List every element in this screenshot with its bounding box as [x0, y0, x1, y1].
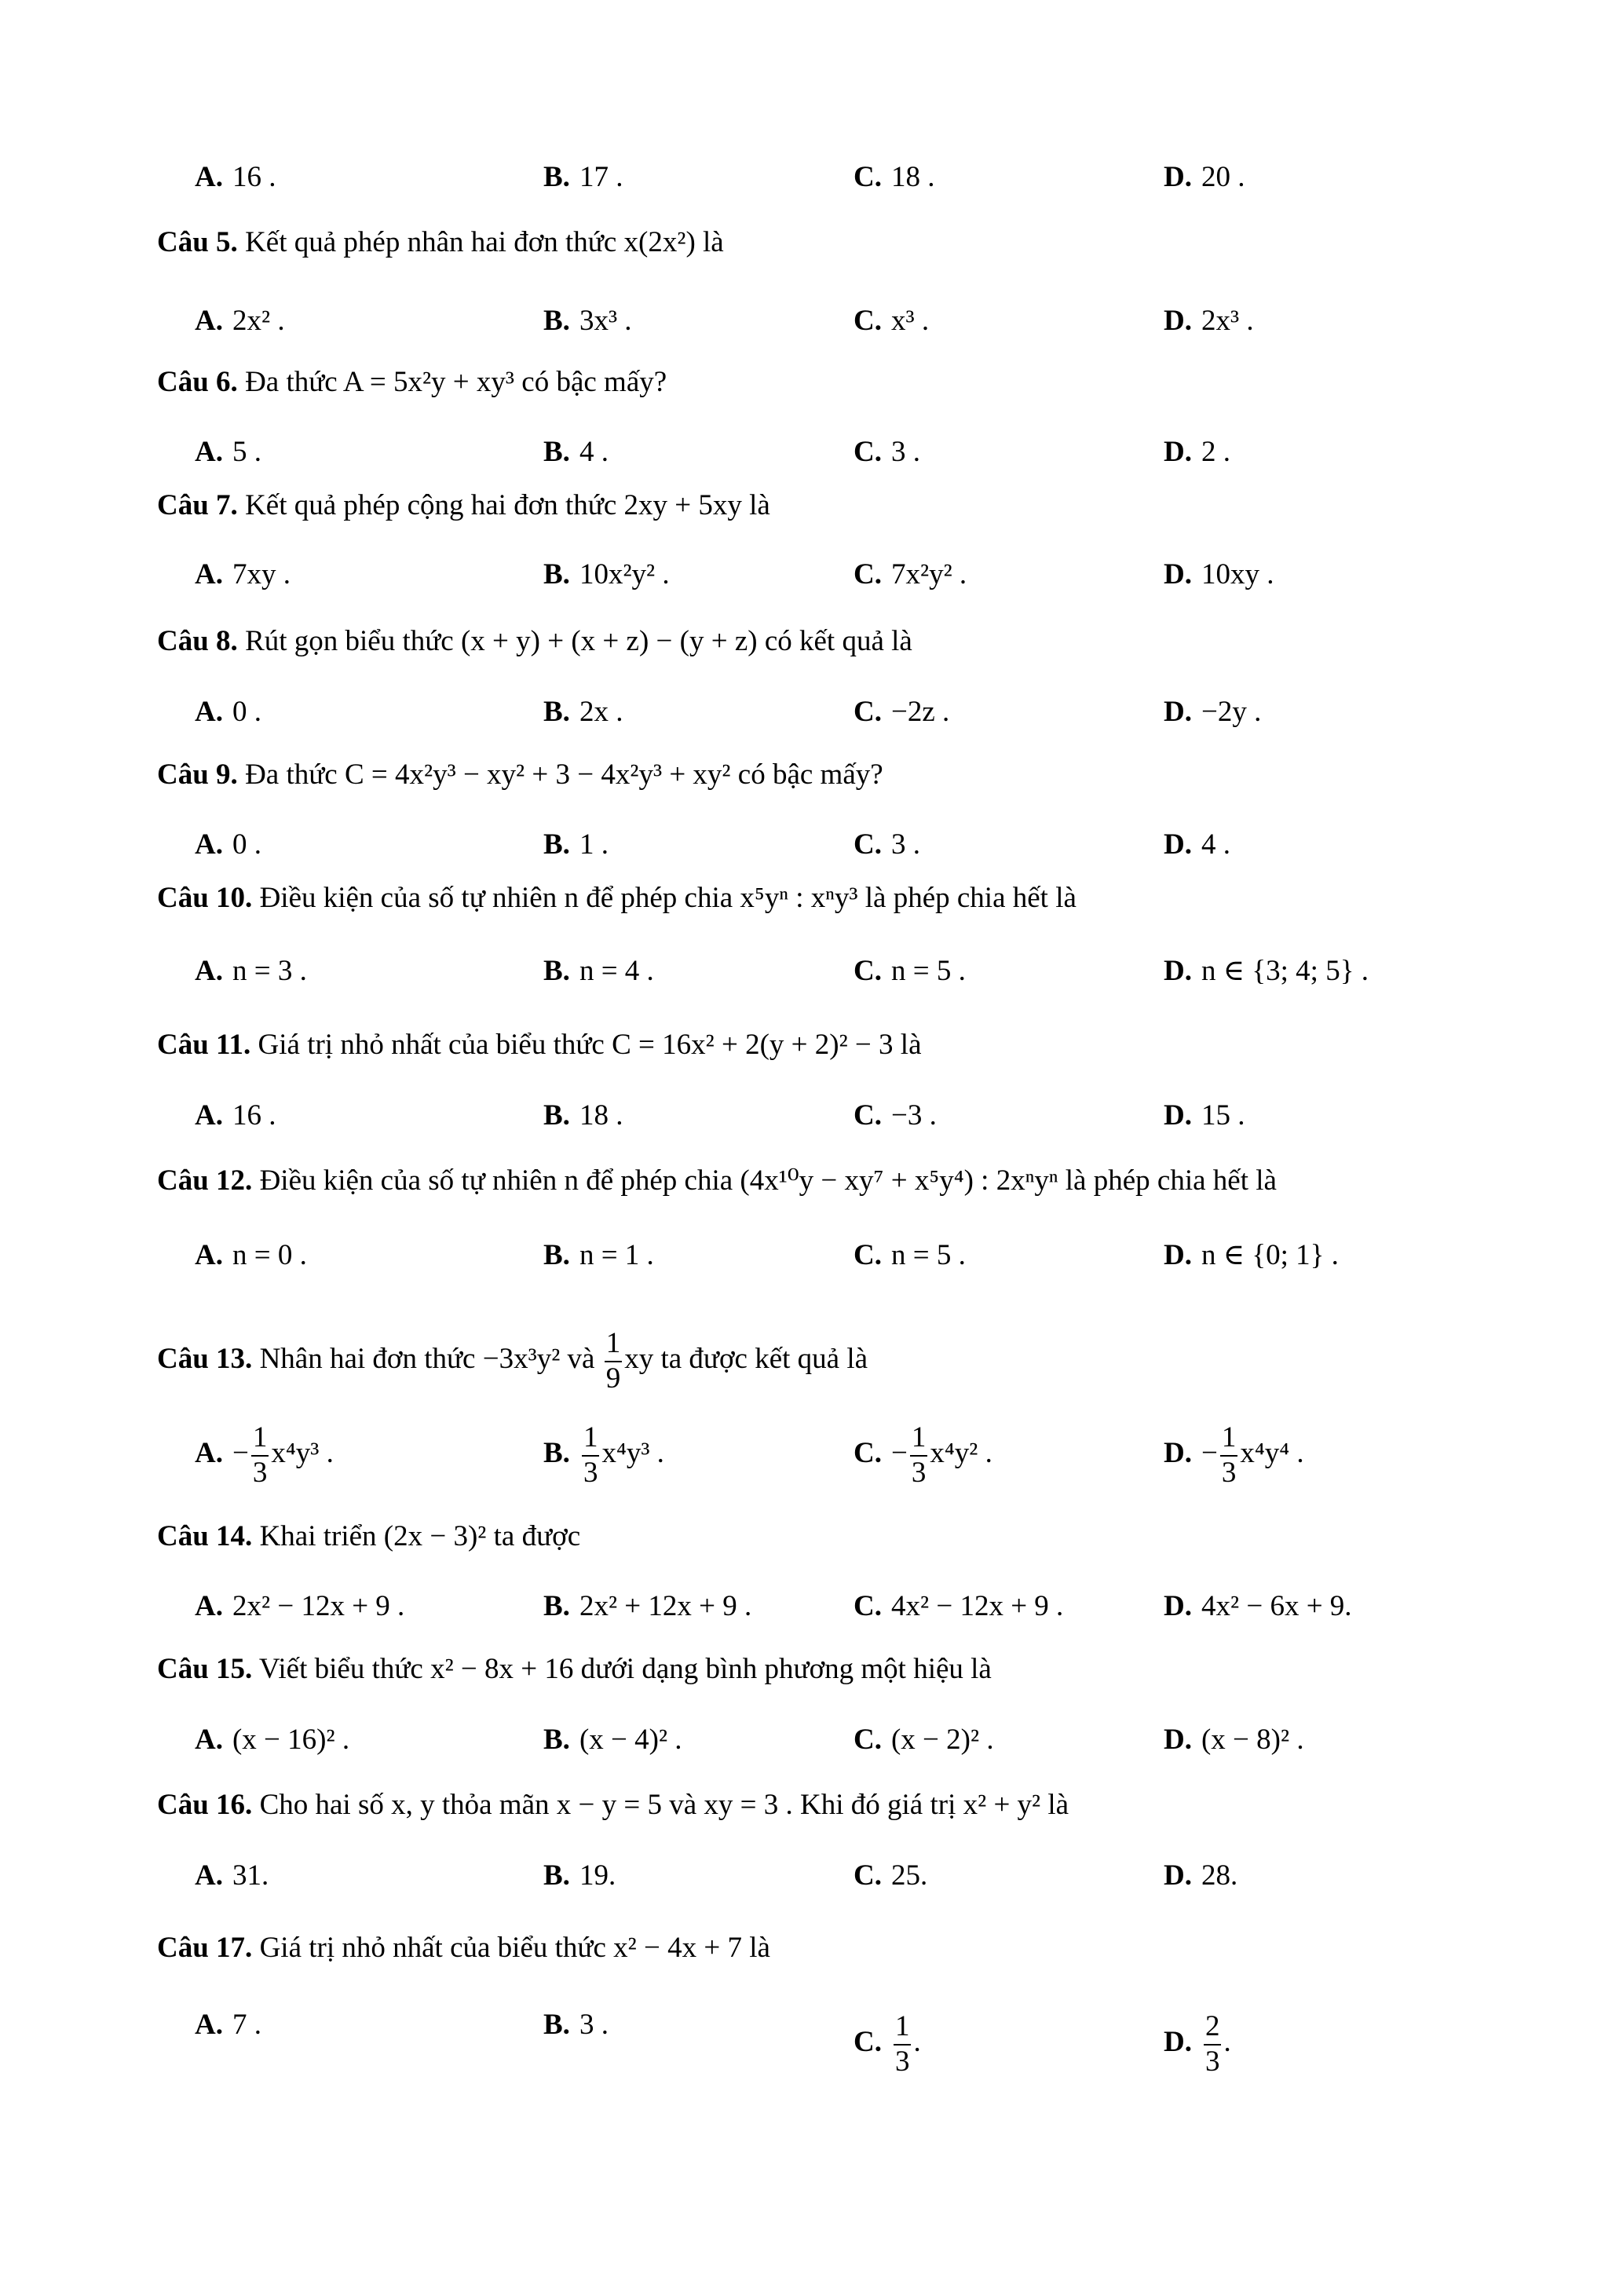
option-a: A. 7 . [195, 2009, 261, 2041]
option-d: D. 4x² − 6x + 9. [1164, 1590, 1352, 1622]
option-b: B. 3x³ . [543, 305, 632, 337]
option-a: A. 16 . [195, 1099, 276, 1132]
q4-option-a: A. 16 . [195, 161, 276, 193]
option-a: A. n = 0 . [195, 1239, 307, 1271]
option-b: B. 2x . [543, 696, 623, 728]
option-c: C. 3 . [854, 436, 920, 468]
option-d: D. n ∈ {0; 1} . [1164, 1239, 1339, 1271]
q4-option-b: B. 17 . [543, 161, 623, 193]
question-text: Câu 13. Nhân hai đơn thức −3x³y² và $\frac{1}{9}$ xy ta được kết quả là [157, 1327, 868, 1395]
option-b: B. $\frac{1}{3}$ x⁴y³ . [543, 1421, 664, 1489]
option-b: B. n = 1 . [543, 1239, 654, 1271]
question-text: Câu 5. Kết quả phép nhân hai đơn thức x(2x²) là [157, 226, 724, 258]
option-c: C. (x − 2)² . [854, 1724, 994, 1756]
question-label: Câu 10. [157, 882, 253, 914]
question-label: Câu 5. [157, 226, 238, 258]
option-a: A. 31. [195, 1859, 269, 1892]
question-text: Câu 11. Giá trị nhỏ nhất của biểu thức C = 16x² + 2(y + 2)² − 3 là [157, 1029, 922, 1061]
question-text: Câu 16. Cho hai số x, y thỏa mãn x − y = 5 và xy = 3 . Khi đó giá trị x² + y² là [157, 1789, 1069, 1821]
fraction: $\frac{1}{9}$ [605, 1327, 621, 1395]
option-a: A. n = 3 . [195, 955, 307, 987]
option-c: C. n = 5 . [854, 955, 966, 987]
option-a: A. 2x² . [195, 305, 285, 337]
question-text: Câu 9. Đa thức C = 4x²y³ − xy² + 3 − 4x²y³ + xy² có bậc mấy? [157, 759, 883, 791]
option-b: B. n = 4 . [543, 955, 654, 987]
option-b: B. 3 . [543, 2009, 609, 2041]
question-text: Câu 8. Rút gọn biểu thức (x + y) + (x + z) − (y + z) có kết quả là [157, 625, 912, 657]
question-label: Câu 9. [157, 759, 238, 791]
option-a: A. − $\frac{1}{3}$ x⁴y³ . [195, 1421, 334, 1489]
option-c: C. 25. [854, 1859, 928, 1892]
option-c: C. n = 5 . [854, 1239, 966, 1271]
option-a: A. 0 . [195, 696, 261, 728]
question-text: Câu 6. Đa thức A = 5x²y + xy³ có bậc mấy? [157, 366, 667, 398]
question-label: Câu 12. [157, 1164, 253, 1197]
option-b: B. 10x²y² . [543, 558, 670, 590]
question-label: Câu 16. [157, 1789, 253, 1821]
option-b: B. 4 . [543, 436, 609, 468]
option-c: C. $\frac{1}{3}$ . [854, 2010, 921, 2078]
option-c: C. 7x²y² . [854, 558, 967, 590]
option-d: D. −2y . [1164, 696, 1262, 728]
option-d: D. − $\frac{1}{3}$ x⁴y⁴ . [1164, 1421, 1304, 1489]
question-label: Câu 14. [157, 1520, 253, 1552]
option-c: C. −2z . [854, 696, 950, 728]
option-a: A. 7xy . [195, 558, 291, 590]
question-label: Câu 15. [157, 1653, 253, 1685]
option-d: D. 2 . [1164, 436, 1230, 468]
question-label: Câu 7. [157, 489, 238, 521]
q4-option-c: C. 18 . [854, 161, 935, 193]
question-text: Câu 14. Khai triển (2x − 3)² ta được [157, 1520, 581, 1552]
option-d: D. 28. [1164, 1859, 1238, 1892]
option-d: D. 15 . [1164, 1099, 1245, 1132]
option-d: D. $\frac{2}{3}$ . [1164, 2010, 1231, 2078]
option-a: A. 5 . [195, 436, 261, 468]
option-c: C. 4x² − 12x + 9 . [854, 1590, 1064, 1622]
question-label: Câu 8. [157, 625, 238, 657]
question-text: Câu 10. Điều kiện của số tự nhiên n để phép chia x⁵yⁿ : xⁿy³ là phép chia hết là [157, 882, 1077, 914]
question-label: Câu 6. [157, 366, 238, 398]
question-label: Câu 17. [157, 1932, 253, 1964]
q4-option-d: D. 20 . [1164, 161, 1245, 193]
option-c: C. −3 . [854, 1099, 937, 1132]
option-a: A. 0 . [195, 828, 261, 861]
question-label: Câu 11. [157, 1029, 251, 1061]
question-text: Câu 17. Giá trị nhỏ nhất của biểu thức x² − 4x + 7 là [157, 1932, 770, 1964]
option-b: B. 18 . [543, 1099, 623, 1132]
option-a: A. 2x² − 12x + 9 . [195, 1590, 405, 1622]
option-c: C. − $\frac{1}{3}$ x⁴y² . [854, 1421, 992, 1489]
question-text: Câu 12. Điều kiện của số tự nhiên n để phép chia (4x¹⁰y − xy⁷ + x⁵y⁴) : 2xⁿyⁿ là phép chia hết là [157, 1164, 1277, 1197]
option-b: B. 1 . [543, 828, 609, 861]
question-text: Câu 7. Kết quả phép cộng hai đơn thức 2xy + 5xy là [157, 489, 770, 521]
option-b: B. 2x² + 12x + 9 . [543, 1590, 752, 1622]
option-b: B. 19. [543, 1859, 616, 1892]
option-d: D. 4 . [1164, 828, 1230, 861]
option-b: B. (x − 4)² . [543, 1724, 682, 1756]
option-c: C. x³ . [854, 305, 930, 337]
option-d: D. n ∈ {3; 4; 5} . [1164, 955, 1369, 987]
option-a: A. (x − 16)² . [195, 1724, 350, 1756]
option-d: D. 2x³ . [1164, 305, 1254, 337]
option-c: C. 3 . [854, 828, 920, 861]
question-label: Câu 13. [157, 1343, 253, 1376]
question-text: Câu 15. Viết biểu thức x² − 8x + 16 dưới dạng bình phương một hiệu là [157, 1653, 992, 1685]
option-d: D. 10xy . [1164, 558, 1274, 590]
option-d: D. (x − 8)² . [1164, 1724, 1304, 1756]
